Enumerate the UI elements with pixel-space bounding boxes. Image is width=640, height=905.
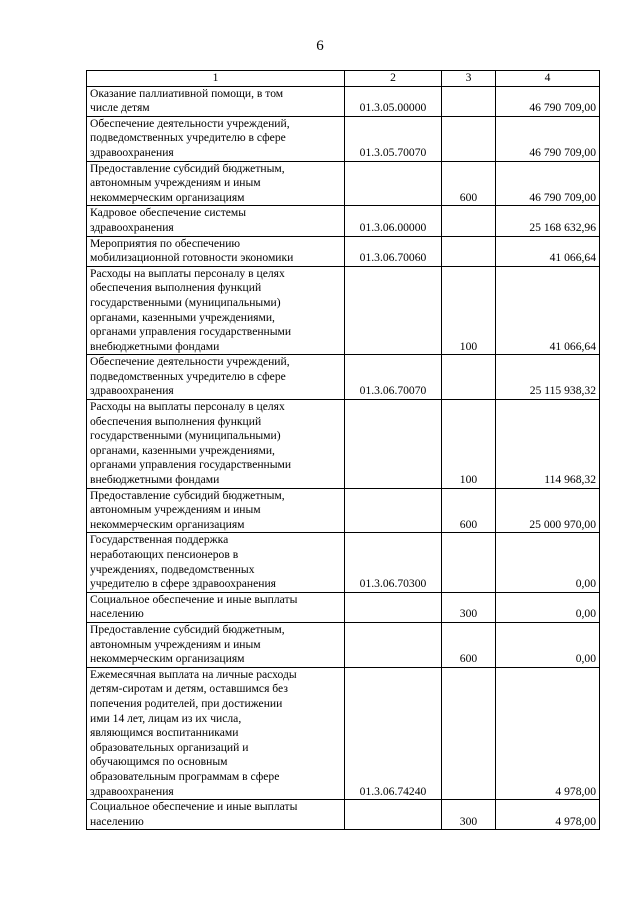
table-row [87,86,600,116]
table-header-row [87,71,600,87]
row-type-cell [442,86,496,116]
row-name-cell: Предоставление субсидий бюджетным, автономным учреждениям и иным некоммерческим организациям [87,622,345,667]
row-amount-cell: 25 115 938,32 [496,355,600,400]
budget-table [86,70,600,830]
row-type-cell [442,236,496,266]
row-code-cell: 01.3.05.00000 [345,86,442,116]
row-name-cell: Мероприятия по обеспечению мобилизационной готовности экономики [87,236,345,266]
table-row [87,622,600,667]
row-amount-cell: 46 790 709,00 [496,86,600,116]
row-code-cell [345,161,442,206]
row-type-cell: 100 [442,266,496,355]
row-type-cell [442,206,496,236]
row-amount-cell: 46 790 709,00 [496,116,600,161]
row-type-cell: 600 [442,488,496,533]
table-row [87,161,600,206]
row-amount-cell: 41 066,64 [496,236,600,266]
row-code-cell [345,266,442,355]
row-amount-cell: 4 978,00 [496,800,600,830]
column-header: 3 [442,71,496,87]
row-type-cell: 100 [442,400,496,489]
column-header: 2 [345,71,442,87]
row-name-cell: Социальное обеспечение и иные выплаты населению [87,800,345,830]
row-name-cell: Социальное обеспечение и иные выплаты населению [87,592,345,622]
row-name-cell: Обеспечение деятельности учреждений, подведомственных учредителю в сфере здравоохранения [87,355,345,400]
table-row [87,116,600,161]
row-type-cell [442,533,496,592]
row-code-cell: 01.3.06.00000 [345,206,442,236]
row-code-cell: 01.3.06.74240 [345,667,442,799]
row-amount-cell: 41 066,64 [496,266,600,355]
row-name-cell: Предоставление субсидий бюджетным, автономным учреждениям и иным некоммерческим организациям [87,488,345,533]
row-name-cell: Оказание паллиативной помощи, в том числе детям [87,86,345,116]
row-name-cell: Обеспечение деятельности учреждений, подведомственных учредителю в сфере здравоохранения [87,116,345,161]
row-name-cell: Предоставление субсидий бюджетным, автономным учреждениям и иным некоммерческим организациям [87,161,345,206]
row-amount-cell: 46 790 709,00 [496,161,600,206]
row-name-cell: Ежемесячная выплата на личные расходы детям-сиротам и детям, оставшимся без попечения родителей, при достижении ими 14 лет, лицам из их числа, являющимся воспитанниками образовательных организаций и обучающимся по основным образовательным программам в сфере здравоохранения [87,667,345,799]
row-amount-cell: 25 168 632,96 [496,206,600,236]
row-name-cell: Расходы на выплаты персоналу в целях обеспечения выполнения функций государственными (муниципальными) органами, казенными учреждениями, органами управления государственными внебюджетными фондами [87,266,345,355]
table-row [87,355,600,400]
table-row [87,400,600,489]
row-code-cell: 01.3.06.70300 [345,533,442,592]
row-amount-cell: 0,00 [496,592,600,622]
table-row [87,236,600,266]
row-code-cell: 01.3.05.70070 [345,116,442,161]
row-amount-cell: 114 968,32 [496,400,600,489]
row-amount-cell: 0,00 [496,533,600,592]
row-name-cell: Государственная поддержка неработающих пенсионеров в учреждениях, подведомственных учредителю в сфере здравоохранения [87,533,345,592]
page-number: 6 [316,38,324,54]
table-row [87,667,600,799]
row-code-cell [345,800,442,830]
row-type-cell: 300 [442,800,496,830]
table-row [87,533,600,592]
row-type-cell [442,116,496,161]
row-type-cell: 600 [442,622,496,667]
row-name-cell: Кадровое обеспечение системы здравоохранения [87,206,345,236]
row-type-cell: 600 [442,161,496,206]
column-header: 1 [87,71,345,87]
table-row [87,206,600,236]
row-code-cell [345,400,442,489]
row-code-cell [345,592,442,622]
table-row [87,592,600,622]
table-row [87,488,600,533]
table-row [87,266,600,355]
row-type-cell [442,355,496,400]
row-code-cell [345,488,442,533]
row-type-cell [442,667,496,799]
row-code-cell: 01.3.06.70060 [345,236,442,266]
row-code-cell: 01.3.06.70070 [345,355,442,400]
row-amount-cell: 25 000 970,00 [496,488,600,533]
column-header: 4 [496,71,600,87]
row-amount-cell: 4 978,00 [496,667,600,799]
row-name-cell: Расходы на выплаты персоналу в целях обеспечения выполнения функций государственными (муниципальными) органами, казенными учреждениями, органами управления государственными внебюджетными фондами [87,400,345,489]
table-row [87,800,600,830]
row-type-cell: 300 [442,592,496,622]
row-amount-cell: 0,00 [496,622,600,667]
row-code-cell [345,622,442,667]
